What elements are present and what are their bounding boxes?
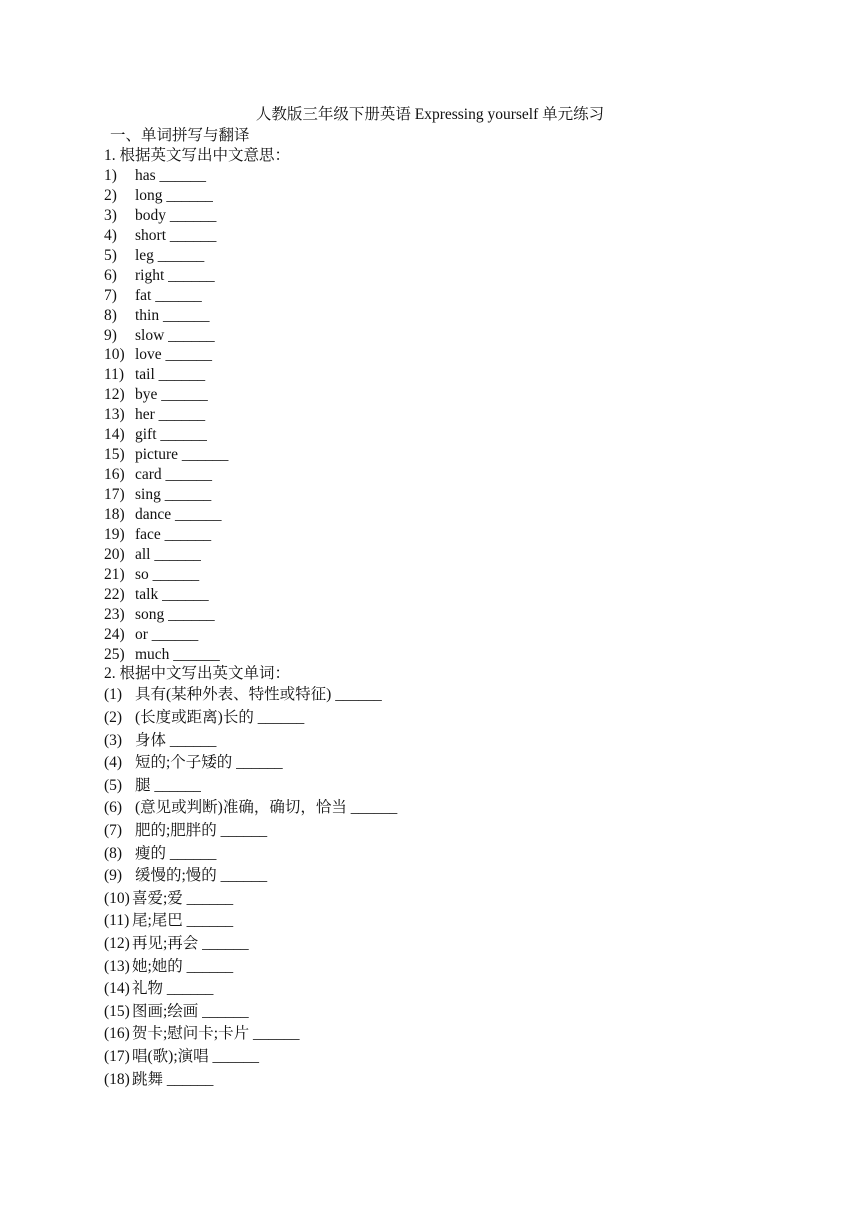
item-number: (8) bbox=[104, 844, 123, 862]
document-content bbox=[104, 126, 397, 1091]
part2-heading: 2. 根据中文写出英文单词： bbox=[104, 665, 291, 683]
item-number: (18) bbox=[104, 1070, 130, 1088]
item-number: (15) bbox=[104, 1002, 130, 1020]
item-text: 图画;绘画 ______ bbox=[132, 1002, 249, 1020]
item-text: has ______ bbox=[135, 167, 207, 184]
list-item bbox=[104, 605, 397, 625]
item-text: tail ______ bbox=[135, 366, 206, 384]
item-text: 腿 ______ bbox=[135, 776, 201, 794]
list-item bbox=[104, 485, 397, 505]
item-text: so ______ bbox=[135, 565, 200, 583]
list-item bbox=[104, 707, 397, 730]
list-item bbox=[104, 775, 397, 798]
item-text: 喜爱;爱 ______ bbox=[132, 889, 234, 907]
item-number: 12) bbox=[104, 386, 125, 404]
chinese-to-english-list bbox=[104, 684, 397, 1091]
list-item bbox=[104, 246, 397, 266]
list-item bbox=[104, 978, 397, 1001]
item-text: talk ______ bbox=[135, 585, 209, 603]
item-number: (17) bbox=[104, 1047, 130, 1065]
item-text: 肥的;肥胖的 ______ bbox=[135, 822, 268, 839]
list-item bbox=[104, 306, 397, 326]
list-item bbox=[104, 345, 397, 365]
item-text: or ______ bbox=[135, 625, 199, 643]
list-item bbox=[104, 286, 397, 306]
list-item bbox=[104, 752, 397, 775]
list-item bbox=[104, 226, 397, 246]
list-item bbox=[104, 1023, 397, 1046]
item-text: picture ______ bbox=[135, 446, 229, 464]
item-number: 20) bbox=[104, 545, 125, 563]
item-number: (3) bbox=[104, 731, 123, 749]
item-number: (12) bbox=[104, 934, 130, 952]
item-text: 具有(某种外表、特性或特征) ______ bbox=[135, 686, 382, 704]
item-number: 8) bbox=[104, 306, 117, 324]
list-item bbox=[104, 1069, 397, 1092]
list-item bbox=[104, 465, 397, 485]
item-number: (16) bbox=[104, 1025, 130, 1043]
list-item bbox=[104, 684, 397, 707]
item-text: 贺卡;慰问卡;卡片 ______ bbox=[132, 1025, 300, 1043]
item-text: (长度或距离)长的 ______ bbox=[135, 709, 305, 727]
section-heading: 一、单词拼写与翻译 bbox=[110, 127, 250, 144]
item-text: all ______ bbox=[135, 545, 201, 563]
item-number: 18) bbox=[104, 505, 125, 523]
list-item bbox=[104, 956, 397, 979]
list-item bbox=[104, 910, 397, 933]
list-item bbox=[104, 730, 397, 753]
item-number: 11) bbox=[104, 366, 125, 384]
item-text: love ______ bbox=[135, 346, 213, 364]
document-title: 人教版三年级下册英语 Expressing yourself 单元练习 bbox=[255, 106, 605, 123]
item-number: (4) bbox=[104, 754, 123, 772]
list-item bbox=[104, 545, 397, 565]
item-text: bye ______ bbox=[135, 386, 208, 404]
item-number: 19) bbox=[104, 525, 125, 543]
item-number: (1) bbox=[104, 686, 123, 704]
item-number: 16) bbox=[104, 466, 125, 484]
item-text: song ______ bbox=[135, 605, 215, 623]
item-number: 13) bbox=[104, 406, 125, 424]
item-text: short ______ bbox=[135, 226, 217, 244]
item-text: body ______ bbox=[135, 206, 217, 224]
item-text: (意见或判断)准确，确切，恰当 ______ bbox=[135, 799, 398, 817]
list-item bbox=[104, 843, 397, 866]
item-text: long ______ bbox=[135, 186, 213, 204]
list-item bbox=[104, 326, 397, 346]
item-number: (2) bbox=[104, 709, 123, 727]
list-item bbox=[104, 565, 397, 585]
item-number: 1) bbox=[104, 167, 117, 184]
item-text: card ______ bbox=[135, 466, 213, 484]
list-item bbox=[104, 865, 397, 888]
list-item bbox=[104, 385, 397, 405]
item-text: dance ______ bbox=[135, 505, 222, 523]
list-item bbox=[104, 206, 397, 226]
item-text: 短的;个子矮的 ______ bbox=[135, 754, 283, 772]
item-text: her ______ bbox=[135, 406, 206, 424]
list-item bbox=[104, 933, 397, 956]
item-number: (11) bbox=[104, 912, 130, 930]
item-text: sing ______ bbox=[135, 486, 212, 503]
item-text: 缓慢的;慢的 ______ bbox=[135, 867, 268, 885]
item-number: 21) bbox=[104, 565, 125, 583]
item-number: 5) bbox=[104, 246, 117, 264]
item-number: 15) bbox=[104, 446, 125, 464]
item-number: (7) bbox=[104, 822, 123, 839]
item-text: 身体 ______ bbox=[135, 731, 217, 749]
list-item bbox=[104, 797, 397, 820]
list-item bbox=[104, 365, 397, 385]
list-item bbox=[104, 445, 397, 465]
item-number: 24) bbox=[104, 625, 125, 643]
item-number: 23) bbox=[104, 605, 125, 623]
item-number: 17) bbox=[104, 486, 125, 503]
item-text: right ______ bbox=[135, 266, 215, 284]
item-number: (13) bbox=[104, 957, 130, 975]
item-text: much ______ bbox=[135, 645, 220, 663]
item-text: 唱(歌);演唱 ______ bbox=[132, 1047, 260, 1065]
item-number: 10) bbox=[104, 346, 125, 364]
item-number: (6) bbox=[104, 799, 123, 817]
item-number: (5) bbox=[104, 776, 123, 794]
list-item bbox=[104, 405, 397, 425]
item-text: 跳舞 ______ bbox=[132, 1070, 214, 1088]
list-item bbox=[104, 625, 397, 645]
english-to-chinese-list bbox=[104, 166, 397, 664]
item-text: 瘦的 ______ bbox=[135, 844, 217, 862]
item-text: leg ______ bbox=[135, 246, 205, 264]
part1-heading: 1. 根据英文写出中文意思： bbox=[104, 147, 291, 164]
item-number: 14) bbox=[104, 426, 125, 444]
list-item bbox=[104, 186, 397, 206]
list-item bbox=[104, 425, 397, 445]
item-text: face ______ bbox=[135, 525, 212, 543]
item-number: 9) bbox=[104, 326, 117, 344]
list-item bbox=[104, 645, 397, 665]
list-item bbox=[104, 888, 397, 911]
list-item bbox=[104, 505, 397, 525]
list-item bbox=[104, 585, 397, 605]
item-number: 3) bbox=[104, 206, 117, 224]
item-text: 尾;尾巴 ______ bbox=[132, 912, 234, 930]
list-item bbox=[104, 166, 397, 186]
item-number: 6) bbox=[104, 266, 117, 284]
item-number: (14) bbox=[104, 980, 130, 998]
item-text: 礼物 ______ bbox=[132, 980, 214, 998]
item-text: 再见;再会 ______ bbox=[132, 934, 249, 952]
item-number: 4) bbox=[104, 226, 117, 244]
item-text: gift ______ bbox=[135, 426, 207, 444]
item-number: 22) bbox=[104, 585, 125, 603]
item-number: (9) bbox=[104, 867, 123, 885]
item-number: 25) bbox=[104, 645, 125, 663]
item-text: slow ______ bbox=[135, 326, 215, 344]
list-item bbox=[104, 1001, 397, 1024]
item-text: thin ______ bbox=[135, 306, 210, 324]
list-item bbox=[104, 266, 397, 286]
item-text: 她;她的 ______ bbox=[132, 957, 234, 975]
list-item bbox=[104, 820, 397, 843]
item-text: fat ______ bbox=[135, 286, 202, 304]
item-number: (10) bbox=[104, 889, 130, 907]
list-item bbox=[104, 525, 397, 545]
item-number: 2) bbox=[104, 186, 117, 204]
list-item bbox=[104, 1046, 397, 1069]
item-number: 7) bbox=[104, 286, 117, 304]
